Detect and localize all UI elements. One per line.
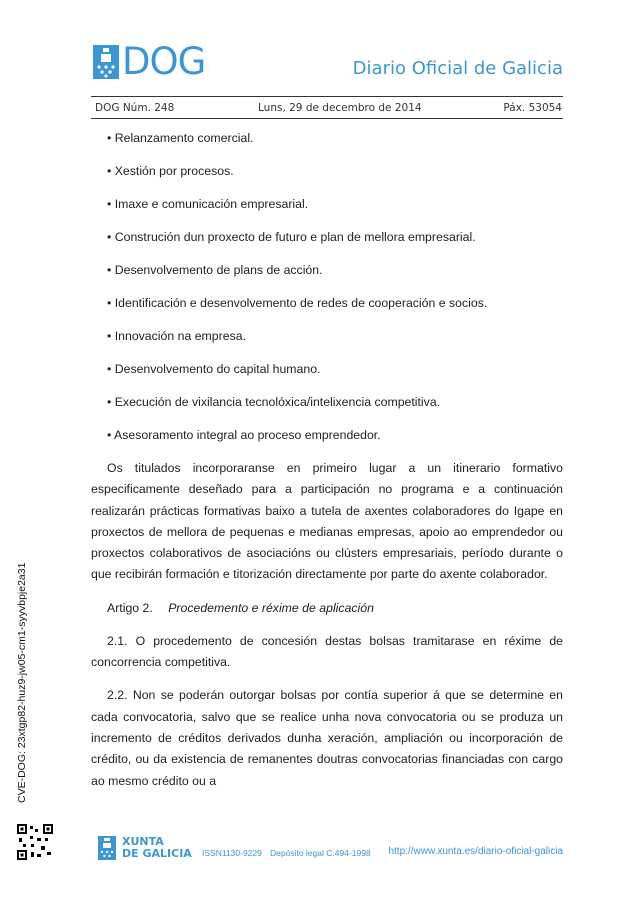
article-title: Procedemento e réxime de aplicación bbox=[168, 600, 374, 615]
list-item: • Innovación na empresa. bbox=[107, 329, 246, 343]
list-item: • Xestión por procesos. bbox=[107, 164, 234, 178]
logo-text: DOG bbox=[122, 40, 206, 83]
list-item: • Desenvolvemento de plans de acción. bbox=[107, 263, 323, 277]
list-item: • Desenvolvemento do capital humano. bbox=[107, 362, 321, 376]
dog-logo bbox=[93, 40, 206, 83]
list-item: • Construción dun proxecto de futuro e plan de mellora empresarial. bbox=[107, 230, 476, 244]
header-top-rule bbox=[91, 96, 563, 97]
footer-link[interactable]: http://www.xunta.es/diario-oficial-galicia bbox=[388, 846, 563, 857]
article-number: Artigo 2. bbox=[107, 600, 153, 615]
paragraph: 2.2. Non se poderán outorgar bolsas por contía superior á que se determine en cada convocatoria, salvo que se realice unha nova convocatoria ou se produza un incremento de créditos derivados dunha xeración, ampliación ou incorporación de crédito, ou da existencia de remanentes doutras convocatorias financiadas con cargo ao mesmo crédito ou a bbox=[91, 688, 563, 788]
page-number: Páx. 53054 bbox=[503, 102, 562, 114]
list-item: • Execución de vixilancia tecnolóxica/intelixencia competitiva. bbox=[107, 395, 441, 409]
article-heading bbox=[91, 598, 563, 619]
xunta-line2: DE GALICIA bbox=[122, 847, 192, 860]
header-bottom-rule bbox=[91, 118, 563, 119]
issue-number: DOG Núm. 248 bbox=[95, 102, 175, 114]
list-item: • Identificación e desenvolvemento de redes de cooperación e socios. bbox=[107, 296, 488, 310]
xunta-line1: XUNTA bbox=[122, 835, 164, 848]
deposito-legal: Depósito legal C.494-1998 bbox=[270, 848, 371, 858]
issue-date: Luns, 29 de decembro de 2014 bbox=[258, 102, 422, 114]
galicia-shield-icon bbox=[98, 836, 116, 860]
galicia-shield-icon bbox=[93, 45, 119, 79]
xunta-logo bbox=[98, 836, 192, 860]
cve-code: CVE-DOG: 23xtgp82-huz9-jw05-cm1-syyvbpje2a31 bbox=[16, 562, 28, 803]
paragraph: Os titulados incorporaranse en primeiro lugar a un itinerario formativo especificamente deseñado para a participación no programa e a continuación realizarán prácticas formativas baixo a tutela de axentes colaboradores do Igape en proxectos de mellora de pequenas e medianas empresas, apoio ao emprendedor ou proxectos colaborativos de asociacións ou clústers empresariais, período durante o que recibirán formación e titorización directamente por parte do axente colaborador. bbox=[91, 461, 563, 582]
qr-code-icon bbox=[17, 824, 53, 860]
list-item: • Relanzamento comercial. bbox=[107, 131, 254, 145]
list-item: • Asesoramento integral ao proceso emprendedor. bbox=[107, 428, 381, 442]
list-item: • Imaxe e comunicación empresarial. bbox=[107, 197, 309, 211]
paragraph: 2.1. O procedemento de concesión destas bolsas tramitarase en réxime de concorrencia competitiva. bbox=[91, 633, 563, 670]
document-body bbox=[91, 128, 563, 804]
journal-name: Diario Oficial de Galicia bbox=[352, 58, 563, 79]
issn: ISSN1130-9229 bbox=[202, 848, 262, 858]
